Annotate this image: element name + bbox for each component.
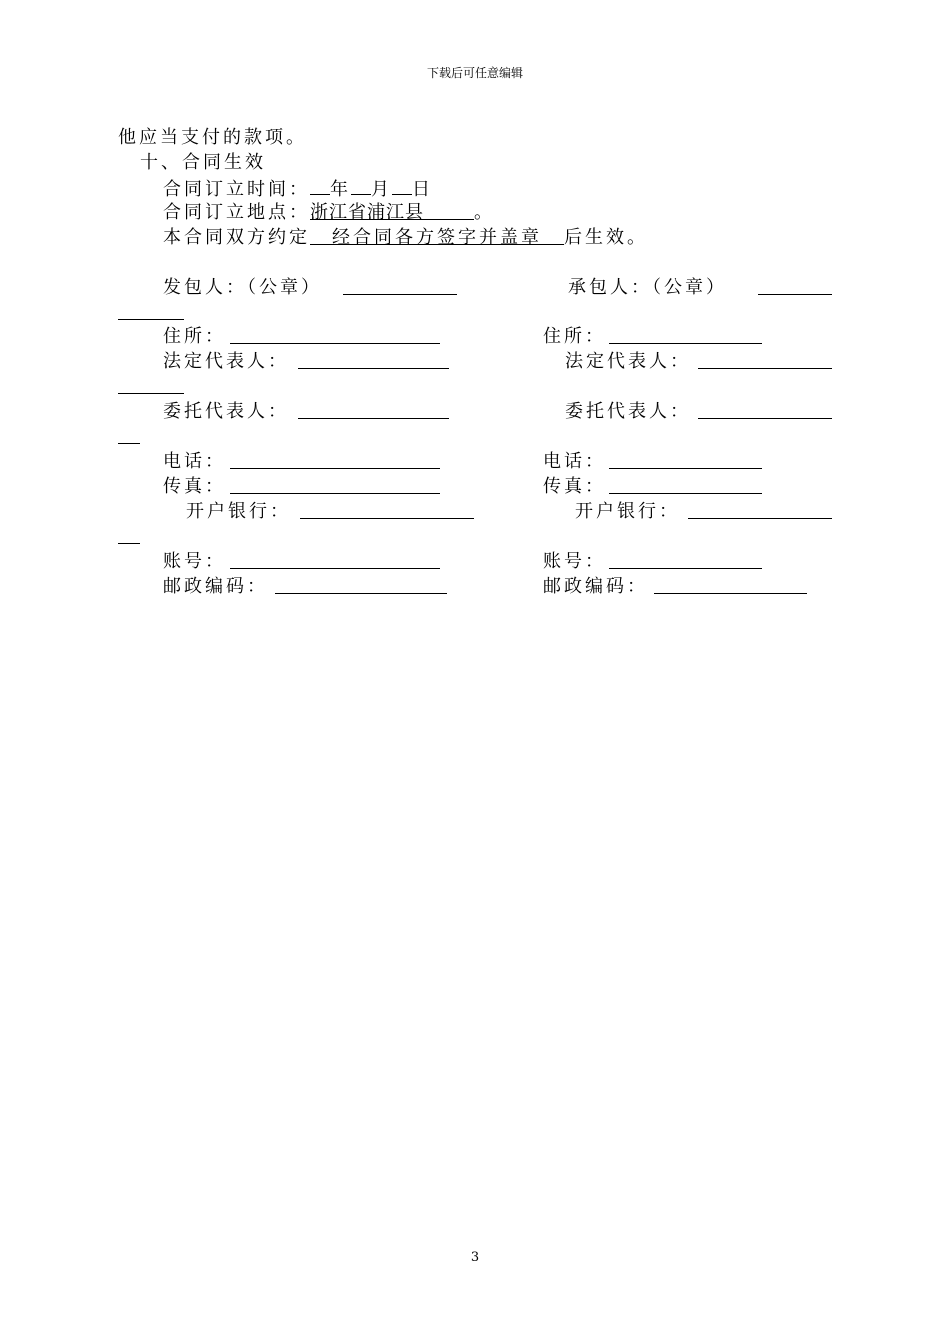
signing-place-value (310, 200, 474, 223)
left-bank-blank[interactable] (300, 518, 474, 519)
right-agent-blank[interactable] (698, 418, 832, 419)
effect-label: 本合同双方约定 (163, 227, 310, 248)
left-party-title-blank-cont (118, 319, 184, 320)
left-postcode-blank[interactable] (275, 593, 447, 594)
right-postcode-label: 邮政编码： (543, 576, 648, 597)
left-phone-label: 电话： (163, 451, 226, 472)
left-party-title: 发包人：（公章） (163, 277, 322, 298)
effect-condition-text: 经合同各方签字并盖章 (332, 227, 542, 248)
right-party-title: 承包人：（公章） (568, 277, 727, 298)
right-bank-label: 开户银行： (575, 501, 680, 522)
left-bank-label: 开户银行： (186, 501, 291, 522)
left-party-title-blank[interactable] (343, 294, 457, 295)
year-label: 年 (330, 179, 351, 200)
right-address-label: 住所： (543, 326, 606, 347)
effect-end: 后生效。 (564, 227, 648, 248)
left-address-label: 住所： (163, 326, 226, 347)
right-postcode-blank[interactable] (654, 593, 807, 594)
section-heading: 十、合同生效 (140, 152, 266, 173)
page-header: 下载后可任意编辑 (426, 66, 523, 80)
day-blank[interactable] (392, 175, 412, 195)
agent-blank-cont (118, 443, 140, 444)
left-fax-label: 传真： (163, 476, 226, 497)
signing-time-line (163, 175, 433, 202)
day-label: 日 (412, 179, 433, 200)
left-legal-rep-label: 法定代表人： (163, 351, 289, 372)
year-blank[interactable] (310, 175, 330, 195)
effect-condition (310, 225, 564, 248)
right-address-blank[interactable] (609, 343, 762, 344)
signing-time-label: 合同订立时间： (163, 179, 310, 200)
left-postcode-label: 邮政编码： (163, 576, 268, 597)
right-fax-blank[interactable] (609, 493, 762, 494)
signing-place-end: 。 (474, 202, 495, 223)
signing-place-line (163, 200, 495, 225)
left-phone-blank[interactable] (230, 468, 440, 469)
right-account-blank[interactable] (609, 568, 762, 569)
right-fax-label: 传真： (543, 476, 606, 497)
left-address-blank[interactable] (230, 343, 440, 344)
right-phone-label: 电话： (543, 451, 606, 472)
right-legal-rep-label: 法定代表人： (565, 351, 691, 372)
legal-rep-blank-cont (118, 393, 184, 394)
right-legal-rep-blank[interactable] (698, 368, 832, 369)
bank-blank-cont (118, 543, 140, 544)
month-blank[interactable] (351, 175, 371, 195)
left-agent-blank[interactable] (298, 418, 449, 419)
left-fax-blank[interactable] (230, 493, 440, 494)
left-agent-label: 委托代表人： (163, 401, 289, 422)
right-account-label: 账号： (543, 551, 606, 572)
signing-place-text: 浙江省浦江县 (310, 202, 424, 223)
right-phone-blank[interactable] (609, 468, 762, 469)
page-number: 3 (470, 1250, 480, 1265)
signing-place-label: 合同订立地点： (163, 202, 310, 223)
right-bank-blank[interactable] (688, 518, 832, 519)
left-account-blank[interactable] (230, 568, 440, 569)
left-account-label: 账号： (163, 551, 226, 572)
left-legal-rep-blank[interactable] (298, 368, 449, 369)
payment-line: 他应当支付的款项。 (118, 127, 307, 148)
effect-line (163, 225, 648, 250)
right-party-title-blank[interactable] (758, 294, 832, 295)
month-label: 月 (371, 179, 392, 200)
right-agent-label: 委托代表人： (565, 401, 691, 422)
